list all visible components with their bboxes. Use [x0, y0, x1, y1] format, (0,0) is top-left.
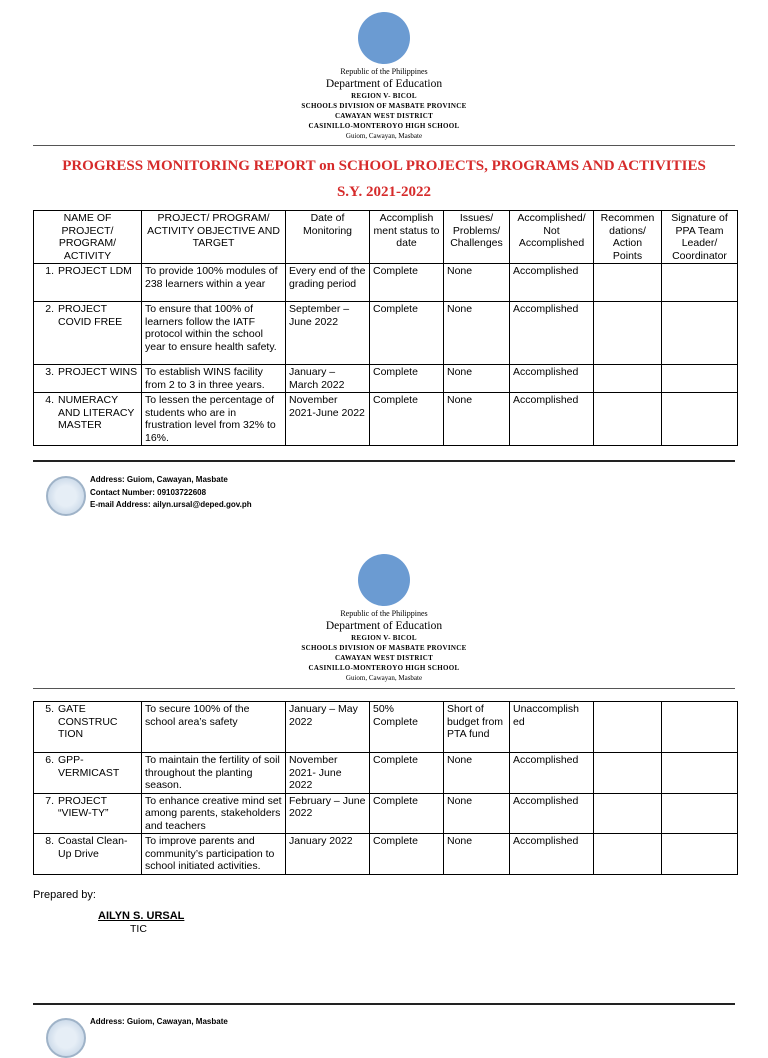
ppa-issues: None [444, 393, 510, 446]
footer-contact-block [90, 1016, 228, 1029]
school-logo-icon [46, 1018, 86, 1058]
table-row [34, 702, 738, 753]
table-row [34, 834, 738, 875]
header-divider [33, 688, 735, 689]
district-text: CAWAYAN WEST DISTRICT [334, 654, 434, 662]
row-number: 3. [45, 366, 54, 378]
ppa-name-cell [34, 264, 142, 302]
footer-address: Address: Guiom, Cawayan, Masbate [90, 1017, 228, 1026]
footer-divider [33, 1003, 735, 1005]
location-text: Guiom, Cawayan, Masbate [345, 132, 423, 140]
ppa-recommendations [594, 302, 662, 365]
table-row [34, 264, 738, 302]
ppa-name: PROJECT LDM [58, 265, 132, 277]
ppa-status: Complete [370, 393, 444, 446]
ppa-status: Complete [370, 834, 444, 875]
ppa-name: PROJECT “VIEW-TY” [58, 794, 109, 819]
col-header-objective: PROJECT/ PROGRAM/ ACTIVITY OBJECTIVE AND TARGET [142, 211, 286, 264]
ppa-objective: To maintain the fertility of soil throughout the planting season. [142, 753, 286, 794]
school-logo-icon [46, 476, 86, 516]
ppa-signature [662, 753, 738, 794]
col-header-status: Accomplish ment status to date [370, 211, 444, 264]
footer-divider [33, 460, 735, 462]
col-header-name: NAME OF PROJECT/ PROGRAM/ ACTIVITY [34, 211, 142, 264]
department-text: Department of Education [325, 620, 443, 632]
ppa-accomplished: Unaccomplish ed [510, 702, 594, 753]
ppa-date: Every end of the grading period [286, 264, 370, 302]
ppa-name: GATE CONSTRUC TION [58, 703, 118, 740]
page1-letterhead [0, 67, 768, 141]
ppa-name-cell [34, 393, 142, 446]
school-text: CASINILLO-MONTEROYO HIGH SCHOOL [308, 664, 460, 672]
ppa-issues: None [444, 302, 510, 365]
table-row [34, 302, 738, 365]
ppa-name-cell [34, 753, 142, 794]
district-text: CAWAYAN WEST DISTRICT [334, 112, 434, 120]
footer-contact-block [90, 474, 252, 512]
school-text: CASINILLO-MONTEROYO HIGH SCHOOL [308, 122, 460, 130]
region-text: REGION V- BICOL [351, 634, 417, 642]
ppa-name-cell [34, 834, 142, 875]
ppa-date: January – May 2022 [286, 702, 370, 753]
row-number: 4. [45, 394, 54, 406]
ppa-date: February – June 2022 [286, 793, 370, 834]
ppa-objective: To provide 100% modules of 238 learners within a year [142, 264, 286, 302]
ppa-accomplished: Accomplished [510, 753, 594, 794]
division-text: SCHOOLS DIVISION OF MASBATE PROVINCE [301, 644, 467, 652]
location-text: Guiom, Cawayan, Masbate [345, 674, 423, 682]
ppa-name: PROJECT COVID FREE [58, 303, 123, 328]
ppa-date: November 2021-June 2022 [286, 393, 370, 446]
deped-seal-logo [358, 12, 410, 64]
signatory-role: TIC [130, 923, 147, 935]
ppa-table-page2 [33, 701, 738, 875]
ppa-recommendations [594, 793, 662, 834]
ppa-accomplished: Accomplished [510, 365, 594, 393]
ppa-table-page1 [33, 210, 738, 446]
row-number: 1. [45, 265, 54, 277]
footer-email: E-mail Address: ailyn.ursal@deped.gov.ph [90, 500, 252, 509]
ppa-status: 50% Complete [370, 702, 444, 753]
ppa-recommendations [594, 702, 662, 753]
region-text: REGION V- BICOL [351, 92, 417, 100]
ppa-date: November 2021- June 2022 [286, 753, 370, 794]
col-header-issues: Issues/ Problems/ Challenges [444, 211, 510, 264]
ppa-issues: None [444, 753, 510, 794]
row-number: 6. [45, 754, 54, 766]
report-title: PROGRESS MONITORING REPORT on SCHOOL PROJECTS, PROGRAMS AND ACTIVITIES [62, 158, 706, 174]
ppa-signature [662, 264, 738, 302]
division-text: SCHOOLS DIVISION OF MASBATE PROVINCE [301, 102, 467, 110]
col-header-recommendations: Recommen dations/ Action Points [594, 211, 662, 264]
ppa-recommendations [594, 753, 662, 794]
ppa-recommendations [594, 393, 662, 446]
ppa-issues: None [444, 264, 510, 302]
ppa-issues: Short of budget from PTA fund [444, 702, 510, 753]
ppa-status: Complete [370, 753, 444, 794]
table-row [34, 393, 738, 446]
ppa-signature [662, 702, 738, 753]
ppa-recommendations [594, 365, 662, 393]
ppa-date: January – March 2022 [286, 365, 370, 393]
header-divider [33, 145, 735, 146]
ppa-objective: To ensure that 100% of learners follow the IATF protocol within the school year to ensure health safety. [142, 302, 286, 365]
report-school-year: S.Y. 2021-2022 [336, 184, 432, 200]
table-row [34, 365, 738, 393]
ppa-signature [662, 834, 738, 875]
ppa-signature [662, 793, 738, 834]
ppa-signature [662, 365, 738, 393]
ppa-objective: To secure 100% of the school area’s safety [142, 702, 286, 753]
ppa-accomplished: Accomplished [510, 834, 594, 875]
ppa-name-cell [34, 302, 142, 365]
table-row [34, 753, 738, 794]
ppa-status: Complete [370, 302, 444, 365]
row-number: 8. [45, 835, 54, 847]
ppa-objective: To enhance creative mind set among parents, stakeholders and teachers [142, 793, 286, 834]
ppa-date: January 2022 [286, 834, 370, 875]
ppa-name-cell [34, 702, 142, 753]
ppa-accomplished: Accomplished [510, 302, 594, 365]
ppa-name: Coastal Clean-Up Drive [58, 835, 128, 860]
table-row [34, 793, 738, 834]
ppa-issues: None [444, 834, 510, 875]
deped-seal-logo [358, 554, 410, 606]
ppa-date: September – June 2022 [286, 302, 370, 365]
ppa-issues: None [444, 793, 510, 834]
republic-text: Republic of the Philippines [340, 609, 428, 618]
department-text: Department of Education [325, 78, 443, 90]
ppa-signature [662, 393, 738, 446]
ppa-status: Complete [370, 793, 444, 834]
row-number: 7. [45, 794, 54, 807]
ppa-name: PROJECT WINS [58, 366, 138, 378]
ppa-status: Complete [370, 264, 444, 302]
col-header-accomplished: Accomplished/ Not Accomplished [510, 211, 594, 264]
footer-address: Address: Guiom, Cawayan, Masbate [90, 475, 228, 484]
ppa-recommendations [594, 264, 662, 302]
ppa-objective: To establish WINS facility from 2 to 3 in three years. [142, 365, 286, 393]
page2-letterhead [0, 609, 768, 683]
col-header-signature: Signature of PPA Team Leader/ Coordinator [662, 211, 738, 264]
ppa-objective: To lessen the percentage of students who are in frustration level from 32% to 16%. [142, 393, 286, 446]
ppa-name-cell [34, 365, 142, 393]
ppa-name: NUMERACY AND LITERACY MASTER [58, 394, 135, 431]
signatory-name: AILYN S. URSAL [98, 910, 185, 922]
row-number: 2. [45, 303, 54, 315]
ppa-status: Complete [370, 365, 444, 393]
footer-contact-number: Contact Number: 09103722608 [90, 487, 207, 497]
ppa-name-cell [34, 793, 142, 834]
ppa-name: GPP-VERMICAST [58, 754, 120, 779]
prepared-by-label: Prepared by: [33, 889, 96, 901]
ppa-accomplished: Accomplished [510, 393, 594, 446]
ppa-accomplished: Accomplished [510, 793, 594, 834]
republic-text: Republic of the Philippines [340, 67, 428, 76]
col-header-date: Date of Monitoring [286, 211, 370, 264]
ppa-signature [662, 302, 738, 365]
ppa-objective: To improve parents and community’s participation to school initiated activities. [142, 834, 286, 875]
ppa-issues: None [444, 365, 510, 393]
ppa-accomplished: Accomplished [510, 264, 594, 302]
ppa-recommendations [594, 834, 662, 875]
row-number: 5. [45, 703, 54, 715]
table-header-row [34, 211, 738, 264]
